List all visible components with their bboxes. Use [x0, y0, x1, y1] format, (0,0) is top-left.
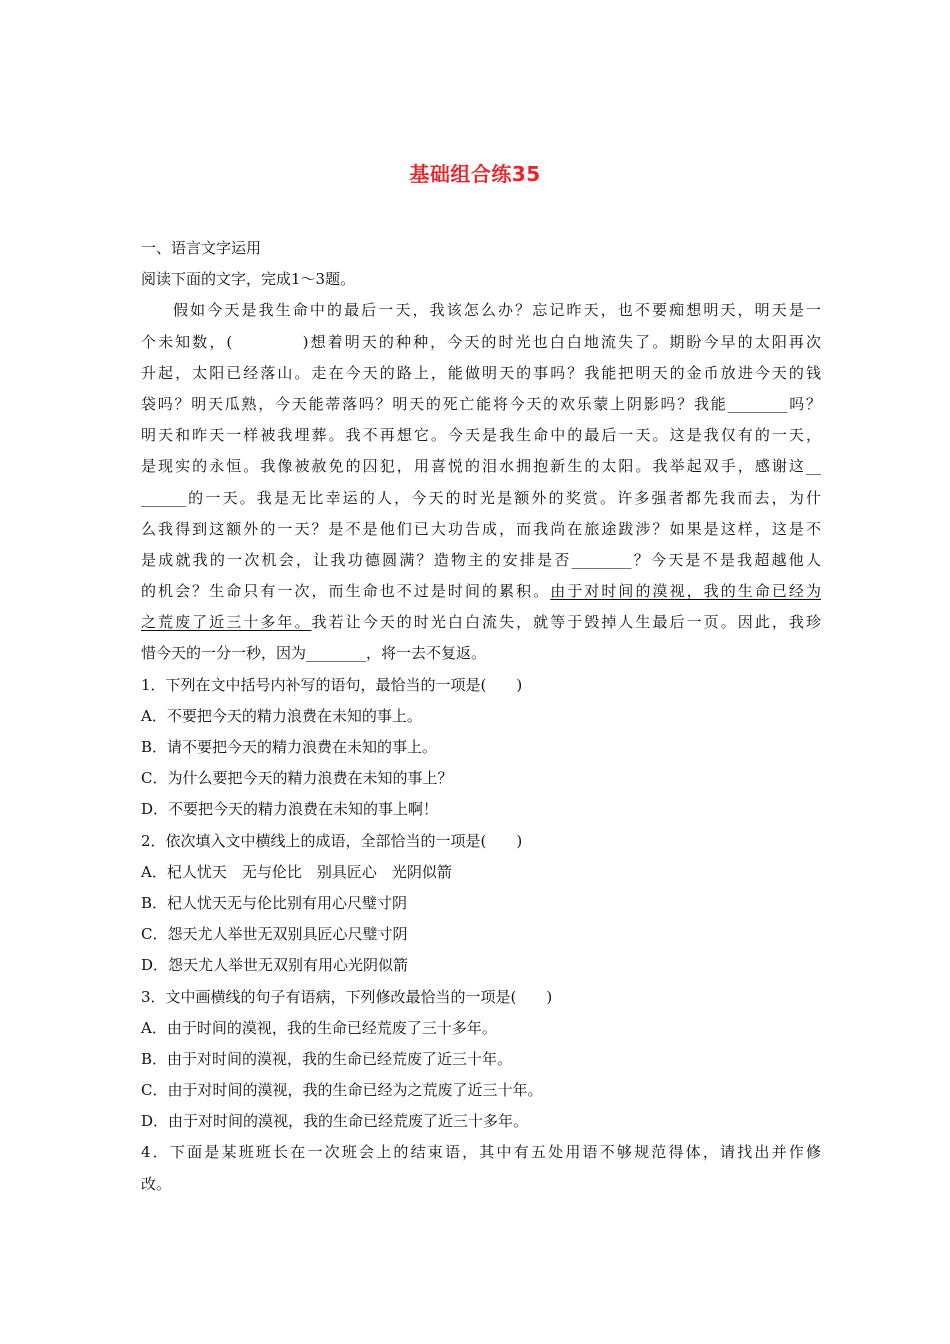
question-stem: 1．下列在文中括号内补写的语句，最恰当的一项是( )	[141, 675, 523, 694]
passage-line: 升起，太阳已经落山。走在今天的路上，能做明天的事吗？我能把明天的金币放进今天的钱	[141, 363, 821, 382]
question-option: C．由于对时间的漠视，我的生命已经为之荒废了近三十年。	[141, 1081, 543, 1100]
question-option: D．由于对时间的漠视，我的生命已经荒废了近三十多年。	[141, 1112, 529, 1131]
question-stem: 2．依次填入文中横线上的成语，全部恰当的一项是( )	[141, 831, 523, 850]
question-option: A．由于时间的漠视，我的生命已经荒废了三十多年。	[141, 1018, 497, 1037]
reading-instruction: 阅读下面的文字，完成1～3题。	[141, 270, 356, 289]
underlined-sentence: 由于对时间的漠视，我的生命已经为	[550, 582, 821, 601]
passage-text: 我若让今天的时光白白流失，就等于毁掉人生最后一页。因此，我珍	[311, 613, 821, 632]
passage-line: ______的一天。我是无比幸运的人，今天的时光是额外的奖赏。许多强者都先我而去，为什	[141, 488, 821, 507]
question-option: C．为什么要把今天的精力浪费在未知的事上？	[141, 769, 453, 788]
section-heading: 一、语言文字运用	[141, 239, 262, 257]
passage-text: 的机会？生命只有一次，而生命也不过是时间的累积。	[141, 582, 551, 601]
passage-line: 明天和昨天一样被我埋葬。我不再想它。今天是我生命中的最后一天。这是我仅有的一天，	[141, 426, 821, 445]
passage-line	[141, 576, 821, 607]
question-option: A．杞人忧天 无与伦比 别具匠心 光阴似箭	[141, 862, 452, 881]
reading-passage	[141, 295, 821, 669]
question-option: D．不要把今天的精力浪费在未知的事上啊！	[141, 800, 439, 819]
question-3	[141, 982, 821, 1138]
question-stem: 4．下面是某班班长在一次班会上的结束语，其中有五处用语不够规范得体，请找出并作修	[141, 1143, 821, 1162]
question-1	[141, 670, 821, 826]
passage-line	[141, 607, 821, 638]
document-body	[141, 233, 821, 1200]
question-option: A．不要把今天的精力浪费在未知的事上。	[141, 706, 422, 725]
passage-line: 个未知数，( )想着明天的种种，今天的时光也白白地流失了。期盼今早的太阳再次	[141, 332, 821, 351]
underlined-sentence: 之荒废了近三十多年。	[141, 613, 312, 632]
question-option: C．怨天尤人举世无双别具匠心尺璧寸阴	[141, 925, 408, 944]
passage-line: 袋吗？明天瓜熟，今天能蒂落吗？明天的死亡能将今天的欢乐蒙上阴影吗？我能________吗？	[141, 394, 821, 413]
question-option: D．怨天尤人举世无双别有用心光阴似箭	[141, 956, 409, 975]
question-option: B．杞人忧天无与伦比别有用心尺璧寸阴	[141, 893, 408, 912]
question-option: B．请不要把今天的精力浪费在未知的事上。	[141, 738, 438, 756]
question-stem: 3．文中画横线的句子有语病，下列修改最恰当的一项是( )	[141, 987, 553, 1006]
question-option: B．由于对时间的漠视，我的生命已经荒废了近三十年。	[141, 1049, 513, 1068]
page-title: 基础组合练35	[409, 162, 541, 186]
passage-line: 么我得到这额外的一天？是不是他们已大功告成，而我尚在旅途跋涉？如果是这样，这是不	[141, 519, 821, 538]
passage-line: 假如今天是我生命中的最后一天，我该怎么办？忘记昨天，也不要痴想明天，明天是一	[173, 301, 821, 320]
question-stem: 改。	[141, 1174, 172, 1193]
question-2	[141, 826, 821, 982]
passage-line: 惜今天的一分一秒，因为________，将一去不复返。	[141, 644, 487, 663]
passage-line: 是成就我的一次机会，让我功德圆满？造物主的安排是否________？今天是不是我超越他人	[141, 550, 821, 569]
passage-line: 是现实的永恒。我像被赦免的囚犯，用喜悦的泪水拥抱新生的太阳。我举起双手，感谢这__	[141, 457, 821, 476]
question-4	[141, 1137, 821, 1199]
